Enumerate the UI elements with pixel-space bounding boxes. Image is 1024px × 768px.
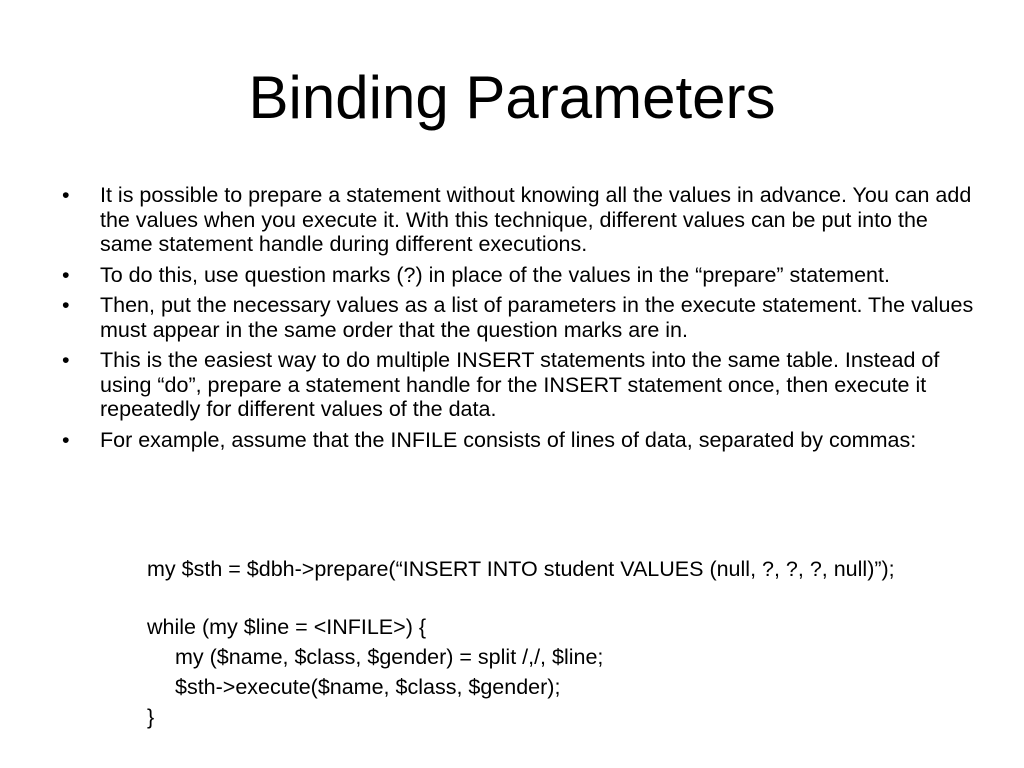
bullet-text: This is the easiest way to do multiple INSERT statements into the same table. Instead of using “do”, prepare a statement handle for the INSERT statement once, then execute it repeatedly for different values of the data. <box>100 348 940 421</box>
bullet-list <box>62 183 980 458</box>
code-while-line: while (my $line = <INFILE>) { <box>147 614 427 639</box>
code-split-line: my ($name, $class, $gender) = split /,/, $line; <box>175 644 604 669</box>
code-close-brace: } <box>147 704 155 729</box>
bullet-item <box>62 262 980 288</box>
bullet-item <box>62 348 980 422</box>
bullet-text: To do this, use question marks (?) in place of the values in the “prepare” statement. <box>100 262 890 287</box>
bullet-dot: • <box>62 293 70 317</box>
bullet-dot: • <box>62 427 70 452</box>
bullet-text: Then, put the necessary values as a list of parameters in the execute statement. The values must appear in the same order that the question marks are in. <box>100 293 974 342</box>
slide-title: Binding Parameters <box>248 64 776 131</box>
code-example <box>100 557 980 732</box>
bullet-text: For example, assume that the INFILE consists of lines of data, separated by commas: <box>100 427 917 452</box>
bullet-dot: • <box>62 348 70 372</box>
code-prepare-line: my $sth = $dbh->prepare(“INSERT INTO student VALUES (null, ?, ?, ?, null)”); <box>147 557 895 581</box>
bullet-item <box>62 293 980 342</box>
bullet-dot: • <box>62 262 70 287</box>
bullet-text: It is possible to prepare a statement without knowing all the values in advance. You can add the values when you execute it. With this technique, different values can be put into the same statement handle during different executions. <box>100 183 972 256</box>
bullet-item <box>62 427 980 453</box>
bullet-dot: • <box>62 183 70 207</box>
bullet-item <box>62 183 980 257</box>
code-blank-line <box>100 582 980 612</box>
code-execute-line: $sth->execute($name, $class, $gender); <box>175 674 561 699</box>
